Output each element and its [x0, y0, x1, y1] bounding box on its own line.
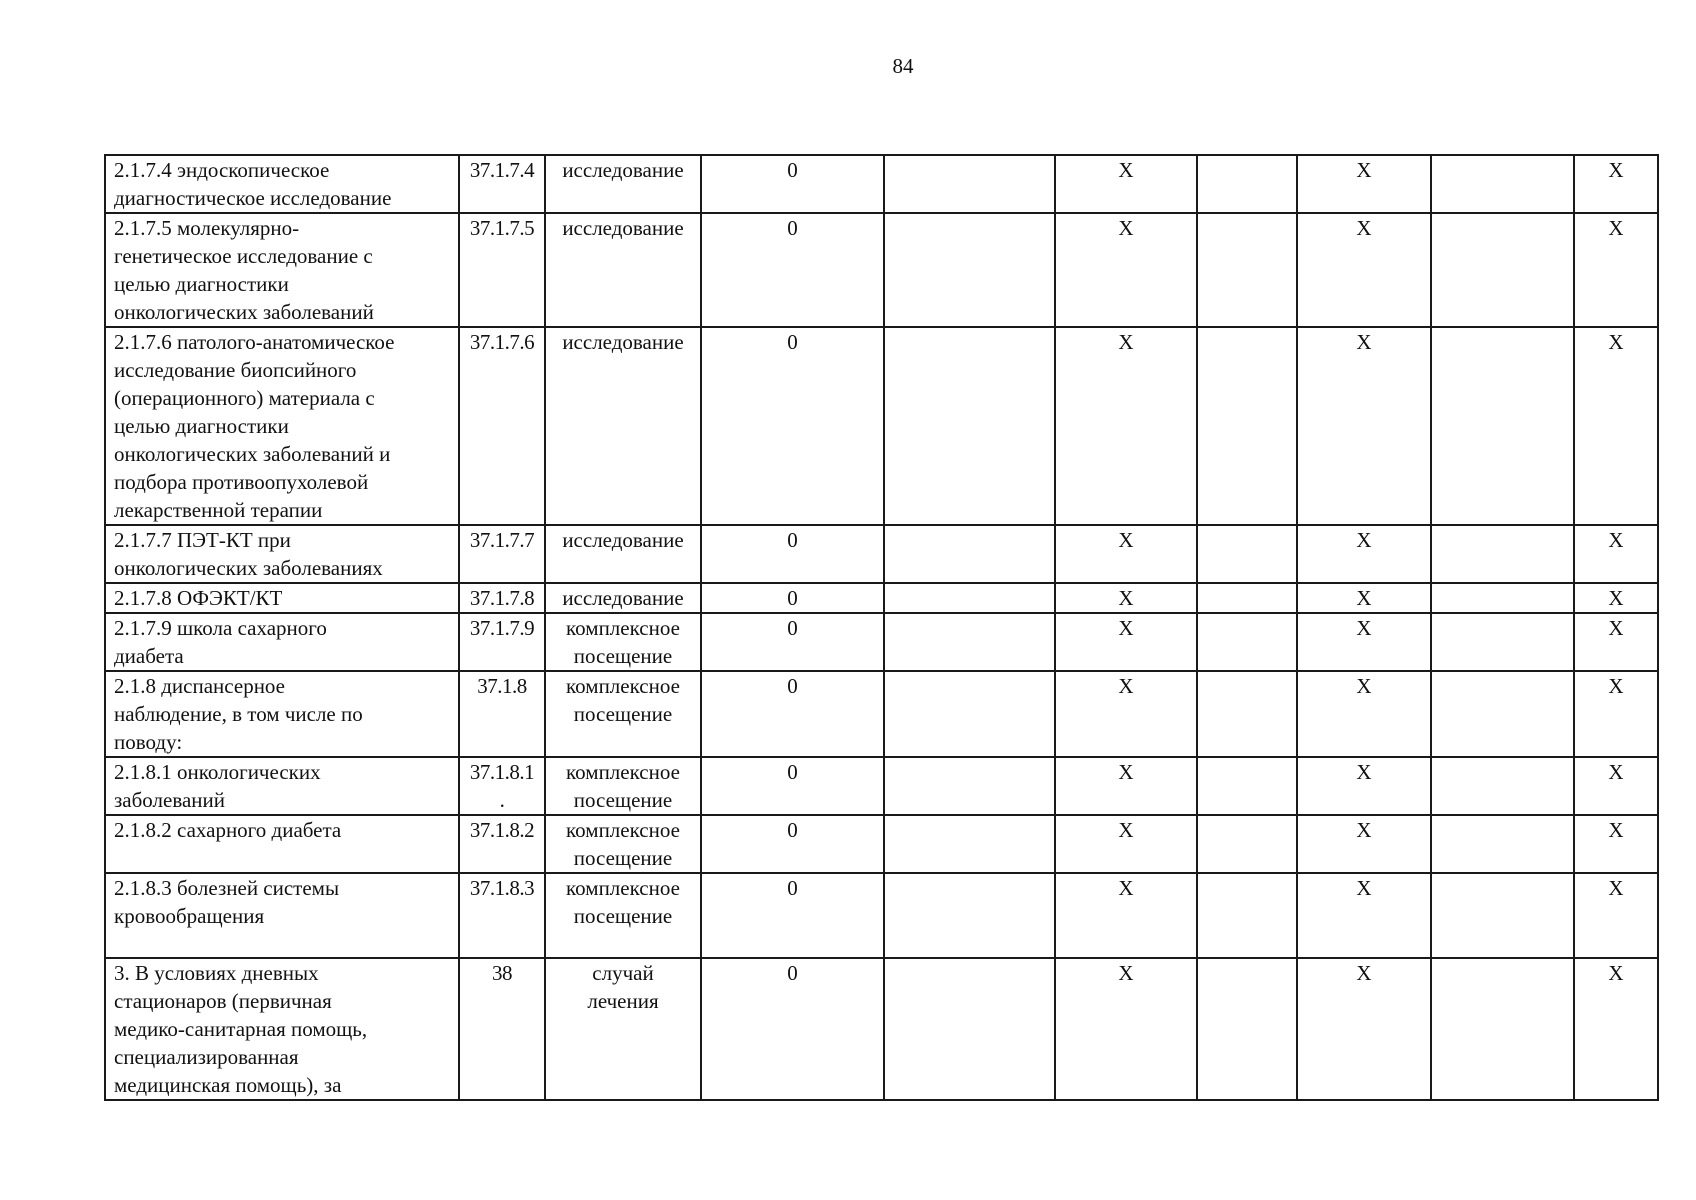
row-name-cell-line: 2.1.8.2 сахарного диабета	[114, 818, 342, 842]
row-name-cell	[105, 327, 459, 525]
x-mark-cell: X	[1574, 583, 1658, 613]
x-mark-cell: X	[1055, 815, 1197, 873]
row-code-cell-line: 38	[492, 961, 512, 985]
empty-cell	[1431, 613, 1574, 671]
row-code-cell-line: 37.1.8.1	[469, 760, 535, 784]
empty-cell	[884, 958, 1055, 1100]
empty-cell	[884, 613, 1055, 671]
row-unit-cell	[545, 213, 701, 327]
table-row	[105, 155, 1658, 213]
empty-cell	[884, 671, 1055, 757]
row-name-cell-line: заболеваний	[114, 788, 225, 812]
x-mark-cell: X	[1297, 327, 1431, 525]
row-code-cell-line: 37.1.7.4	[469, 158, 535, 182]
row-unit-cell-line: исследование	[562, 528, 684, 552]
table-row	[105, 583, 1658, 613]
row-unit-cell-line: комплексное	[566, 876, 680, 900]
table-body	[105, 155, 1658, 1100]
empty-cell	[1197, 613, 1297, 671]
row-unit-cell-line: исследование	[562, 216, 684, 240]
row-unit-cell	[545, 873, 701, 958]
row-unit-cell	[545, 757, 701, 815]
empty-cell	[1431, 958, 1574, 1100]
row-code-cell	[459, 958, 545, 1100]
row-unit-cell-line: случай	[592, 961, 654, 985]
row-name-cell	[105, 757, 459, 815]
row-name-cell-line: подбора противоопухолевой	[114, 470, 369, 494]
row-value-cell: 0	[701, 583, 884, 613]
row-name-cell-line: онкологических заболеваний	[114, 300, 374, 324]
x-mark-cell: X	[1055, 671, 1197, 757]
x-mark-cell: X	[1055, 613, 1197, 671]
row-value-cell: 0	[701, 213, 884, 327]
row-unit-cell-line: посещение	[573, 788, 673, 812]
row-code-cell-line: .	[499, 788, 505, 812]
row-unit-cell	[545, 958, 701, 1100]
row-unit-cell-line: комплексное	[566, 760, 680, 784]
x-mark-cell: X	[1574, 873, 1658, 958]
row-value-cell: 0	[701, 873, 884, 958]
row-name-cell-line: целью диагностики	[114, 272, 289, 296]
x-mark-cell: X	[1574, 815, 1658, 873]
row-unit-cell	[545, 613, 701, 671]
row-unit-cell	[545, 155, 701, 213]
x-mark-cell: X	[1297, 873, 1431, 958]
row-name-cell	[105, 671, 459, 757]
row-name-cell-line: диагностическое исследование	[114, 186, 392, 210]
row-name-cell	[105, 958, 459, 1100]
x-mark-cell: X	[1297, 583, 1431, 613]
row-name-cell-line: медико-санитарная помощь,	[114, 1017, 368, 1041]
row-code-cell	[459, 155, 545, 213]
x-mark-cell: X	[1574, 671, 1658, 757]
empty-cell	[1197, 155, 1297, 213]
row-name-cell-line: специализированная	[114, 1045, 299, 1069]
row-value-cell: 0	[701, 815, 884, 873]
x-mark-cell: X	[1574, 213, 1658, 327]
empty-cell	[884, 327, 1055, 525]
table-row	[105, 213, 1658, 327]
empty-cell	[1431, 583, 1574, 613]
table-row	[105, 671, 1658, 757]
row-name-cell	[105, 213, 459, 327]
row-code-cell-line: 37.1.7.5	[469, 216, 535, 240]
x-mark-cell: X	[1574, 958, 1658, 1100]
row-unit-cell-line: комплексное	[566, 674, 680, 698]
row-name-cell	[105, 613, 459, 671]
empty-cell	[884, 815, 1055, 873]
empty-cell	[1431, 155, 1574, 213]
x-mark-cell: X	[1055, 213, 1197, 327]
row-name-cell	[105, 815, 459, 873]
row-code-cell-line: 37.1.7.7	[469, 528, 535, 552]
empty-cell	[1431, 327, 1574, 525]
row-unit-cell	[545, 525, 701, 583]
row-value-cell: 0	[701, 327, 884, 525]
x-mark-cell: X	[1574, 757, 1658, 815]
row-name-cell-line: медицинская помощь), за	[114, 1073, 342, 1097]
row-name-cell	[105, 873, 459, 958]
empty-cell	[1197, 583, 1297, 613]
row-code-cell-line: 37.1.7.6	[469, 330, 535, 354]
row-unit-cell-line: посещение	[573, 644, 673, 668]
row-name-cell-line: целью диагностики	[114, 414, 289, 438]
empty-cell	[1197, 757, 1297, 815]
row-name-cell-line: наблюдение, в том числе по	[114, 702, 363, 726]
row-name-cell-line: онкологических заболеваний и	[114, 442, 391, 466]
row-name-cell-line: поводу:	[114, 730, 183, 754]
row-value-cell: 0	[701, 155, 884, 213]
empty-cell	[1197, 671, 1297, 757]
row-name-cell-line: 2.1.8.1 онкологических	[114, 760, 321, 784]
row-unit-cell	[545, 671, 701, 757]
table-row	[105, 327, 1658, 525]
x-mark-cell: X	[1055, 757, 1197, 815]
row-name-cell-line: 2.1.7.6 патолого-анатомическое	[114, 330, 395, 354]
row-code-cell	[459, 873, 545, 958]
row-unit-cell	[545, 327, 701, 525]
row-code-cell	[459, 525, 545, 583]
empty-cell	[884, 525, 1055, 583]
x-mark-cell: X	[1574, 155, 1658, 213]
row-name-cell-line: 2.1.8.3 болезней системы	[114, 876, 340, 900]
row-code-cell	[459, 815, 545, 873]
row-code-cell	[459, 213, 545, 327]
row-code-cell-line: 37.1.7.8	[469, 586, 535, 610]
x-mark-cell: X	[1297, 213, 1431, 327]
row-unit-cell-line: посещение	[573, 846, 673, 870]
row-name-cell-line: стационаров (первичная	[114, 989, 332, 1013]
row-name-cell-line: лекарственной терапии	[114, 498, 323, 522]
row-unit-cell-line: посещение	[573, 904, 673, 928]
row-value-cell: 0	[701, 757, 884, 815]
empty-cell	[1197, 873, 1297, 958]
x-mark-cell: X	[1574, 613, 1658, 671]
x-mark-cell: X	[1297, 525, 1431, 583]
x-mark-cell: X	[1297, 671, 1431, 757]
row-name-cell-line: 2.1.8 диспансерное	[114, 674, 286, 698]
row-code-cell-line: 37.1.8.2	[469, 818, 535, 842]
row-code-cell	[459, 583, 545, 613]
empty-cell	[1431, 525, 1574, 583]
table-row	[105, 815, 1658, 873]
row-name-cell-line: 2.1.7.5 молекулярно-	[114, 216, 300, 240]
row-name-cell-line: 2.1.7.8 ОФЭКТ/КТ	[114, 586, 283, 610]
row-code-cell	[459, 327, 545, 525]
x-mark-cell: X	[1055, 958, 1197, 1100]
x-mark-cell: X	[1574, 327, 1658, 525]
row-name-cell-line: кровообращения	[114, 904, 265, 928]
x-mark-cell: X	[1297, 815, 1431, 873]
row-name-cell	[105, 155, 459, 213]
row-name-cell	[105, 525, 459, 583]
row-name-cell-line: генетическое исследование с	[114, 244, 373, 268]
empty-cell	[1431, 757, 1574, 815]
table-row	[105, 757, 1658, 815]
row-name-cell-line: (операционного) материала с	[114, 386, 375, 410]
row-value-cell: 0	[701, 613, 884, 671]
row-code-cell	[459, 613, 545, 671]
row-code-cell	[459, 757, 545, 815]
x-mark-cell: X	[1297, 958, 1431, 1100]
empty-cell	[884, 757, 1055, 815]
row-unit-cell-line: исследование	[562, 330, 684, 354]
empty-cell	[884, 583, 1055, 613]
row-code-cell	[459, 671, 545, 757]
table-row	[105, 613, 1658, 671]
empty-cell	[1197, 815, 1297, 873]
row-unit-cell	[545, 815, 701, 873]
x-mark-cell: X	[1055, 873, 1197, 958]
empty-cell	[884, 155, 1055, 213]
row-name-cell-line: 3. В условиях дневных	[114, 961, 319, 985]
x-mark-cell: X	[1055, 155, 1197, 213]
row-name-cell	[105, 583, 459, 613]
row-unit-cell-line: исследование	[562, 158, 684, 182]
row-unit-cell-line: лечения	[587, 989, 659, 1013]
empty-cell	[1431, 213, 1574, 327]
table-row	[105, 873, 1658, 958]
row-unit-cell-line: исследование	[562, 586, 684, 610]
table-row	[105, 525, 1658, 583]
page-number: 84	[892, 54, 914, 78]
row-code-cell-line: 37.1.7.9	[469, 616, 535, 640]
row-value-cell: 0	[701, 671, 884, 757]
row-unit-cell	[545, 583, 701, 613]
row-code-cell-line: 37.1.8.3	[469, 876, 535, 900]
x-mark-cell: X	[1297, 613, 1431, 671]
x-mark-cell: X	[1574, 525, 1658, 583]
row-name-cell-line: диабета	[114, 644, 184, 668]
row-code-cell-line: 37.1.8	[477, 674, 527, 698]
row-name-cell-line: исследование биопсийного	[114, 358, 357, 382]
row-value-cell: 0	[701, 958, 884, 1100]
table-row	[105, 958, 1658, 1100]
empty-cell	[884, 213, 1055, 327]
empty-cell	[1197, 213, 1297, 327]
x-mark-cell: X	[1055, 525, 1197, 583]
row-name-cell-line: 2.1.7.4 эндоскопическое	[114, 158, 330, 182]
row-name-cell-line: 2.1.7.7 ПЭТ-КТ при	[114, 528, 291, 552]
row-unit-cell-line: посещение	[573, 702, 673, 726]
data-table	[104, 154, 1659, 1101]
x-mark-cell: X	[1055, 327, 1197, 525]
x-mark-cell: X	[1297, 155, 1431, 213]
row-unit-cell-line: комплексное	[566, 818, 680, 842]
row-name-cell-line: онкологических заболеваниях	[114, 556, 383, 580]
empty-cell	[1431, 815, 1574, 873]
x-mark-cell: X	[1297, 757, 1431, 815]
empty-cell	[884, 873, 1055, 958]
empty-cell	[1197, 958, 1297, 1100]
row-name-cell-line: 2.1.7.9 школа сахарного	[114, 616, 327, 640]
empty-cell	[1197, 327, 1297, 525]
row-unit-cell-line: комплексное	[566, 616, 680, 640]
empty-cell	[1431, 873, 1574, 958]
row-value-cell: 0	[701, 525, 884, 583]
empty-cell	[1431, 671, 1574, 757]
empty-cell	[1197, 525, 1297, 583]
x-mark-cell: X	[1055, 583, 1197, 613]
